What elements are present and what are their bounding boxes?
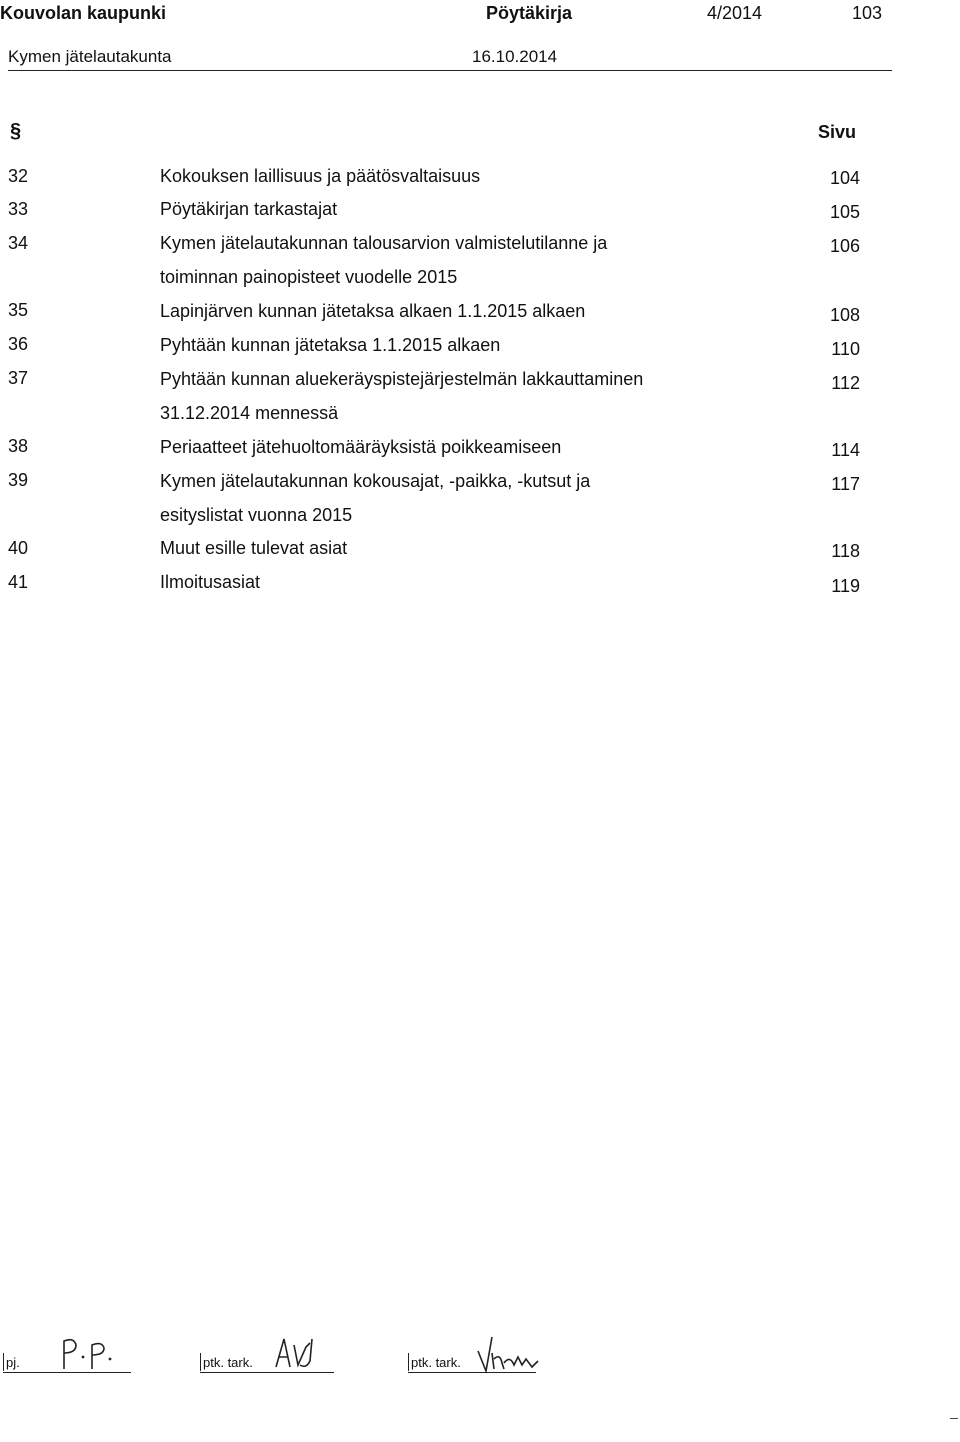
scan-mark [950,1418,958,1419]
toc-item-line: esityslistat vuonna 2015 [160,505,353,525]
toc-item-line: Periaatteet jätehuoltomääräyksistä poikkeamiseen [160,437,562,457]
toc-item-line: 31.12.2014 mennessä [160,403,339,423]
header-rule [8,70,892,71]
checker2-label: ptk. tark. [411,1355,461,1370]
toc-item-line: toiminnan painopisteet vuodelle 2015 [160,267,458,287]
checker1-signature-mark [270,1333,320,1373]
toc-item-title [160,294,760,328]
toc-item-line: Kymen jätelautakunnan kokousajat, -paikka, -kutsut ja [160,471,591,491]
meeting-date: 16.10.2014 [472,47,558,66]
committee-name: Kymen jätelautakunta [8,47,172,66]
page-column-label: Sivu [818,122,857,142]
toc-item-page: 104 [829,168,860,188]
document-type: Pöytäkirja [486,3,573,23]
toc-item-title [160,464,760,532]
signature-line [200,1372,334,1373]
toc-item-page: 117 [831,474,860,494]
toc-item-page: 119 [831,576,860,596]
toc-item-title [160,362,760,430]
toc-item-page: 112 [831,373,860,393]
toc-item-page: 118 [831,541,860,561]
toc-item-number: 34 [8,233,29,253]
toc-item-line: Muut esille tulevat asiat [160,538,348,558]
toc-item-page: 108 [829,305,860,325]
toc-item-line: Pöytäkirjan tarkastajat [160,199,338,219]
toc-item-title [160,531,760,565]
toc-item-title [160,226,760,294]
toc-item-title [160,192,760,226]
toc-item-title [160,565,760,599]
toc-item-number: 38 [8,436,29,456]
toc-item-number: 36 [8,334,29,354]
toc-item-page: 106 [829,236,860,256]
toc-item-page: 105 [829,202,860,222]
chair-label: pj. [6,1355,20,1370]
toc-item-number: 33 [8,199,29,219]
checker2-signature-mark [474,1333,544,1377]
organization-name: Kouvolan kaupunki [0,3,167,23]
toc-item-line: Lapinjärven kunnan jätetaksa alkaen 1.1.2015 alkaen [160,301,586,321]
toc-item-page: 114 [831,440,860,460]
toc-item-number: 35 [8,300,29,320]
toc-item-line: Ilmoitusasiat [160,572,261,592]
toc-item-number: 40 [8,538,29,558]
signature-line [3,1372,131,1373]
toc-item-number: 37 [8,368,29,388]
signature-line [408,1372,536,1373]
signature-tick [200,1353,201,1371]
toc-item-title [160,430,760,464]
toc-item-line: Pyhtään kunnan aluekeräyspistejärjestelmän lakkauttaminen [160,369,644,389]
toc-item-line: Kymen jätelautakunnan talousarvion valmistelutilanne ja [160,233,608,253]
toc-item-number: 41 [8,572,29,592]
toc-item-title [160,159,760,193]
signature-tick [408,1353,409,1371]
issue-number: 4/2014 [707,3,763,23]
chair-initials-mark [56,1333,116,1373]
section-symbol: § [10,120,22,142]
toc-item-number: 39 [8,470,29,490]
toc-item-line: Pyhtään kunnan jätetaksa 1.1.2015 alkaen [160,335,501,355]
signature-tick [3,1353,4,1371]
toc-item-number: 32 [8,166,29,186]
toc-item-page: 110 [831,339,860,359]
toc-item-title [160,328,760,362]
page-number: 103 [852,3,883,23]
toc-item-line: Kokouksen laillisuus ja päätösvaltaisuus [160,166,481,186]
checker1-label: ptk. tark. [203,1355,253,1370]
